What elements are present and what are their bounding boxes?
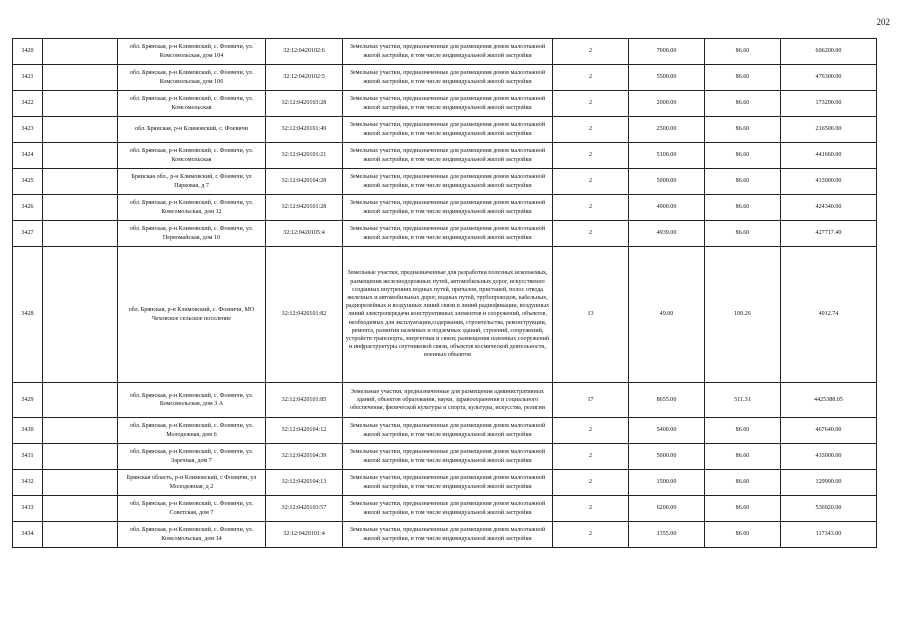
cadastral-value-cell: 4425388.05 — [781, 383, 877, 418]
row-number: 3420 — [13, 39, 43, 65]
table-row — [13, 39, 877, 65]
cadastral-number-cell: 32:12:0420101:85 — [266, 383, 343, 418]
cadastral-number-cell: 32:12:0420104:13 — [266, 470, 343, 496]
group-cell: 13 — [553, 247, 629, 383]
empty-cell — [43, 65, 118, 91]
cadastral-number-cell: 32:12:0420101:21 — [266, 143, 343, 169]
address-cell: обл. Брянская, р-н Климовский, с. Фоевичи, ул. Первомайская, дом 10 — [118, 221, 266, 247]
rate-cell: 86.60 — [705, 39, 781, 65]
cadastral-number-cell: 32:12:0420104:39 — [266, 444, 343, 470]
area-cell: 5000.00 — [629, 169, 705, 195]
area-cell: 5000.00 — [629, 444, 705, 470]
row-number: 3422 — [13, 91, 43, 117]
group-cell: 2 — [553, 143, 629, 169]
address-cell: обл. Брянская, р-н Климовский, с. Фоевичи, ул. Комсомольская — [118, 91, 266, 117]
group-cell: 17 — [553, 383, 629, 418]
area-cell: 2500.00 — [629, 117, 705, 143]
group-cell: 2 — [553, 39, 629, 65]
rate-cell: 86.60 — [705, 65, 781, 91]
table-row — [13, 169, 877, 195]
table-row — [13, 247, 877, 383]
cadastral-value-cell: 424340.00 — [781, 195, 877, 221]
area-cell: 1500.00 — [629, 470, 705, 496]
empty-cell — [43, 418, 118, 444]
area-cell: 2000.00 — [629, 91, 705, 117]
rate-cell: 100.26 — [705, 247, 781, 383]
address-cell: обл. Брянская, р-н Климовский, с. Фоевичи, ул. Комсомольская, дом 14 — [118, 522, 266, 548]
cadastral-value-cell: 173200.00 — [781, 91, 877, 117]
cadastral-value-cell: 433000.00 — [781, 444, 877, 470]
empty-cell — [43, 444, 118, 470]
cadastral-number-cell: 32:12:0420103:57 — [266, 496, 343, 522]
empty-cell — [43, 143, 118, 169]
rate-cell: 86.60 — [705, 496, 781, 522]
rate-cell: 86.60 — [705, 143, 781, 169]
address-cell: Брянская область, р-н Климовский, с Фоевичи, ул Молодежная, д 2 — [118, 470, 266, 496]
group-cell: 2 — [553, 117, 629, 143]
area-cell: 49.00 — [629, 247, 705, 383]
group-cell: 2 — [553, 65, 629, 91]
cadastral-number-cell: 32:12:0420101:28 — [266, 195, 343, 221]
land-use-cell: Земельные участки, предназначенные для размещения домов малоэтажной жилой застройки, в том числе индивидуальной жилой застройки — [343, 39, 553, 65]
table-row — [13, 91, 877, 117]
cadastral-value-cell: 117343.00 — [781, 522, 877, 548]
cadastral-value-cell: 216500.00 — [781, 117, 877, 143]
address-cell: обл. Брянская, р-н Климовский, с. Фоевичи, ул. Комсомольская, дом 12 — [118, 195, 266, 221]
group-cell: 2 — [553, 470, 629, 496]
address-cell: обл. Брянская, р-н Климовский, с. Фоевичи, ул. Комсомольская — [118, 143, 266, 169]
rate-cell: 86.60 — [705, 221, 781, 247]
table-row — [13, 195, 877, 221]
land-use-cell: Земельные участки, предназначенные для размещения домов малоэтажной жилой застройки, в том числе индивидуальной жилой застройки — [343, 65, 553, 91]
cadastral-value-cell: 433000.00 — [781, 169, 877, 195]
row-number: 3421 — [13, 65, 43, 91]
table-row — [13, 117, 877, 143]
land-use-cell: Земельные участки, предназначенные для размещения домов малоэтажной жилой застройки, в том числе индивидуальной жилой застройки — [343, 496, 553, 522]
land-use-cell: Земельные участки, предназначенные для размещения домов малоэтажной жилой застройки, в том числе индивидуальной жилой застройки — [343, 91, 553, 117]
area-cell: 4939.00 — [629, 221, 705, 247]
table-row — [13, 418, 877, 444]
area-cell: 5500.00 — [629, 65, 705, 91]
address-cell: обл. Брянская, р-н Климовский, с. Фоевичи, ул. Комсомольская, дом 104 — [118, 39, 266, 65]
land-use-cell: Земельные участки, предназначенные для размещения домов малоэтажной жилой застройки, в том числе индивидуальной жилой застройки — [343, 143, 553, 169]
cadastral-number-cell: 32:12:0420103:28 — [266, 91, 343, 117]
area-cell: 8655.00 — [629, 383, 705, 418]
cadastral-value-table — [12, 38, 877, 548]
address-cell: Брянская обл., р-н Климовский, с Фоевичи, ул Парковая, д 7 — [118, 169, 266, 195]
empty-cell — [43, 247, 118, 383]
cadastral-number-cell: 32:12:0420104:12 — [266, 418, 343, 444]
cadastral-number-cell: 32:12:0420101:82 — [266, 247, 343, 383]
land-use-cell: Земельные участки, предназначенные для размещения домов малоэтажной жилой застройки, в том числе индивидуальной жилой застройки — [343, 470, 553, 496]
area-cell: 6200.00 — [629, 496, 705, 522]
land-use-cell: Земельные участки, предназначенные для размещения домов малоэтажной жилой застройки, в том числе индивидуальной жилой застройки — [343, 169, 553, 195]
table-row — [13, 496, 877, 522]
area-cell: 4900.00 — [629, 195, 705, 221]
table-row — [13, 221, 877, 247]
rate-cell: 86.60 — [705, 418, 781, 444]
land-use-cell: Земельные участки, предназначенные для размещения домов малоэтажной жилой застройки, в том числе индивидуальной жилой застройки — [343, 221, 553, 247]
group-cell: 2 — [553, 221, 629, 247]
page-number: 202 — [876, 17, 890, 27]
land-use-cell: Земельные участки, предназначенные для размещения домов малоэтажной жилой застройки, в том числе индивидуальной жилой застройки — [343, 418, 553, 444]
cadastral-value-cell: 476300.00 — [781, 65, 877, 91]
empty-cell — [43, 522, 118, 548]
rate-cell: 86.60 — [705, 117, 781, 143]
table-row — [13, 383, 877, 418]
row-number: 3433 — [13, 496, 43, 522]
cadastral-value-cell: 4912.74 — [781, 247, 877, 383]
address-cell: обл. Брянская, р-н Климовский, с. Фоевичи, МО Чеховское сельское поселение — [118, 247, 266, 383]
land-use-cell: Земельные участки, предназначенные для размещения домов малоэтажной жилой застройки, в том числе индивидуальной жилой застройки — [343, 444, 553, 470]
row-number: 3423 — [13, 117, 43, 143]
rate-cell: 86.60 — [705, 91, 781, 117]
address-cell: обл. Брянская, р-н Климовский, с. Фоевичи, ул. Комсомольская, дом 3 А — [118, 383, 266, 418]
row-number: 3427 — [13, 221, 43, 247]
rate-cell: 511.31 — [705, 383, 781, 418]
area-cell: 1355.00 — [629, 522, 705, 548]
rate-cell: 86.60 — [705, 444, 781, 470]
empty-cell — [43, 195, 118, 221]
empty-cell — [43, 383, 118, 418]
table-row — [13, 65, 877, 91]
rate-cell: 86.60 — [705, 470, 781, 496]
cadastral-number-cell: 32:12:0420104:28 — [266, 169, 343, 195]
cadastral-number-cell: 32:12:0420102:6 — [266, 39, 343, 65]
table-row — [13, 522, 877, 548]
land-use-cell: Земельные участки, предназначенные для разработки полезных ископаемых, размещения железнодорожных путей, автомобильных дорог, искусственно созданных внутренних водных путей, причалов, пристаней, полос отвода железных и автомобильных дорог, водных путей, трубопроводов, кабельных, радиорелейных и воздушных линий связи и линий радиофикации, воздушных линий электропередачи конструктивных элементов и сооружений, объектов, необходимых для эксплуатации,содержания, строительства, реконструкции, ремонта, развития наземных и подземных зданий, строений, сооружений, устройств транспорта, энергетики и связи; размещения наземных сооружений и инфраструктуры спутниковой связи, объектов космической деятельности, военных объектов — [343, 247, 553, 383]
cadastral-value-cell: 467640.00 — [781, 418, 877, 444]
group-cell: 2 — [553, 195, 629, 221]
row-number: 3430 — [13, 418, 43, 444]
address-cell: обл. Брянская, р-н Климовский, с. Фоевичи — [118, 117, 266, 143]
area-cell: 5400.00 — [629, 418, 705, 444]
cadastral-number-cell: 32:12:0420101:49 — [266, 117, 343, 143]
empty-cell — [43, 117, 118, 143]
row-number: 3434 — [13, 522, 43, 548]
row-number: 3431 — [13, 444, 43, 470]
empty-cell — [43, 496, 118, 522]
empty-cell — [43, 169, 118, 195]
row-number: 3426 — [13, 195, 43, 221]
cadastral-value-cell: 129900.00 — [781, 470, 877, 496]
cadastral-number-cell: 32:12:0420101:4 — [266, 522, 343, 548]
rate-cell: 86.60 — [705, 169, 781, 195]
row-number: 3428 — [13, 247, 43, 383]
cadastral-value-cell: 536920.00 — [781, 496, 877, 522]
group-cell: 2 — [553, 444, 629, 470]
group-cell: 2 — [553, 91, 629, 117]
empty-cell — [43, 470, 118, 496]
empty-cell — [43, 91, 118, 117]
table-row — [13, 444, 877, 470]
cadastral-value-cell: 441660.00 — [781, 143, 877, 169]
empty-cell — [43, 221, 118, 247]
row-number: 3425 — [13, 169, 43, 195]
group-cell: 2 — [553, 522, 629, 548]
rate-cell: 86.60 — [705, 195, 781, 221]
address-cell: обл. Брянская, р-н Климовский, с. Фоевичи, ул. Молодежная, дом 6 — [118, 418, 266, 444]
table-row — [13, 470, 877, 496]
table-row — [13, 143, 877, 169]
group-cell: 2 — [553, 496, 629, 522]
address-cell: обл. Брянская, р-н Климовский, с. Фоевичи, ул. Комсомольская, дом 106 — [118, 65, 266, 91]
area-cell: 7000.00 — [629, 39, 705, 65]
cadastral-number-cell: 32:12:0420105:4 — [266, 221, 343, 247]
row-number: 3432 — [13, 470, 43, 496]
cadastral-value-cell: 427717.40 — [781, 221, 877, 247]
address-cell: обл. Брянская, р-н Климовский, с. Фоевичи, ул. Советская, дом 7 — [118, 496, 266, 522]
land-use-cell: Земельные участки, предназначенные для размещения домов малоэтажной жилой застройки, в том числе индивидуальной жилой застройки — [343, 117, 553, 143]
land-use-cell: Земельные участки, предназначенные для размещения административных зданий, объектов образования, науки, здравоохранения и социального обеспечения, физической культуры и спорта, культуры, искусства, религии — [343, 383, 553, 418]
land-use-cell: Земельные участки, предназначенные для размещения домов малоэтажной жилой застройки, в том числе индивидуальной жилой застройки — [343, 195, 553, 221]
address-cell: обл. Брянская, р-н Климовский, с. Фоевичи, ул. Заречная, дом 7 — [118, 444, 266, 470]
land-use-cell: Земельные участки, предназначенные для размещения домов малоэтажной жилой застройки, в том числе индивидуальной жилой застройки — [343, 522, 553, 548]
area-cell: 5100.00 — [629, 143, 705, 169]
group-cell: 2 — [553, 169, 629, 195]
group-cell: 2 — [553, 418, 629, 444]
table-body — [13, 39, 877, 548]
empty-cell — [43, 39, 118, 65]
cadastral-value-cell: 606200.00 — [781, 39, 877, 65]
row-number: 3424 — [13, 143, 43, 169]
rate-cell: 86.60 — [705, 522, 781, 548]
cadastral-number-cell: 32:12:0420102:5 — [266, 65, 343, 91]
row-number: 3429 — [13, 383, 43, 418]
